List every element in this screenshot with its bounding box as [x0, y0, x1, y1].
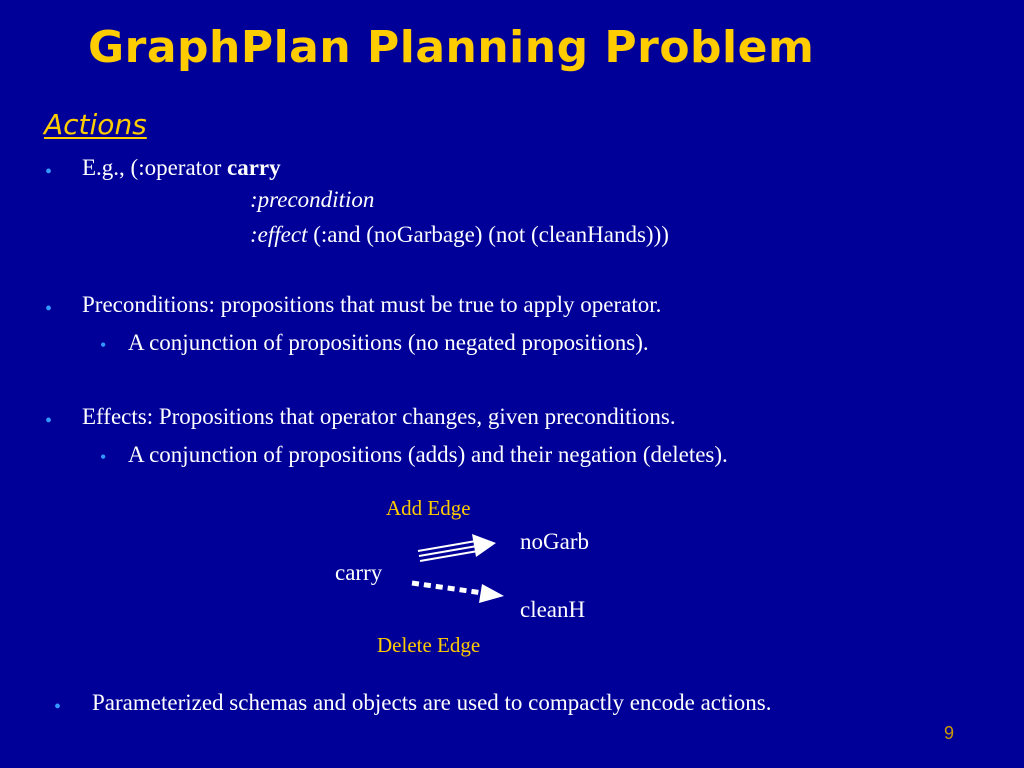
add-edge-label: Add Edge [386, 496, 471, 520]
action-node: carry [335, 560, 383, 585]
sub-bullet-dot: • [100, 335, 107, 355]
bullet-dot: • [45, 161, 53, 183]
operator-name: carry [226, 155, 281, 180]
bullet-dot: • [45, 298, 53, 320]
effect-keyword: :effect [250, 222, 308, 247]
add-target-node: noGarb [520, 529, 589, 554]
bullet-dot: • [45, 410, 53, 432]
preconditions-sub-text: A conjunction of propositions (no negated propositions). [128, 330, 649, 355]
sub-bullet-dot: • [100, 447, 107, 467]
add-edge-arrow [418, 534, 496, 561]
page-number: 9 [944, 723, 955, 743]
delete-target-node: cleanH [520, 597, 586, 622]
summary-text: Parameterized schemas and objects are used to compactly encode actions. [92, 690, 772, 715]
preconditions-text: Preconditions: propositions that must be true to apply operator. [82, 292, 662, 317]
effects-sub-text: A conjunction of propositions (adds) and their negation (deletes). [128, 442, 728, 467]
effects-text: Effects: Propositions that operator changes, given preconditions. [82, 404, 676, 429]
example-prefix: E.g., (:operator [82, 155, 227, 180]
section-heading: Actions [44, 108, 147, 141]
bullet-dot: • [54, 696, 62, 718]
slide-title: GraphPlan Planning Problem [88, 22, 815, 73]
delete-edge-arrow [412, 583, 504, 603]
precondition-keyword: :precondition [250, 187, 375, 212]
delete-edge-label: Delete Edge [377, 633, 481, 657]
effect-expression: (:and (noGarbage) (not (cleanHands))) [307, 222, 669, 247]
